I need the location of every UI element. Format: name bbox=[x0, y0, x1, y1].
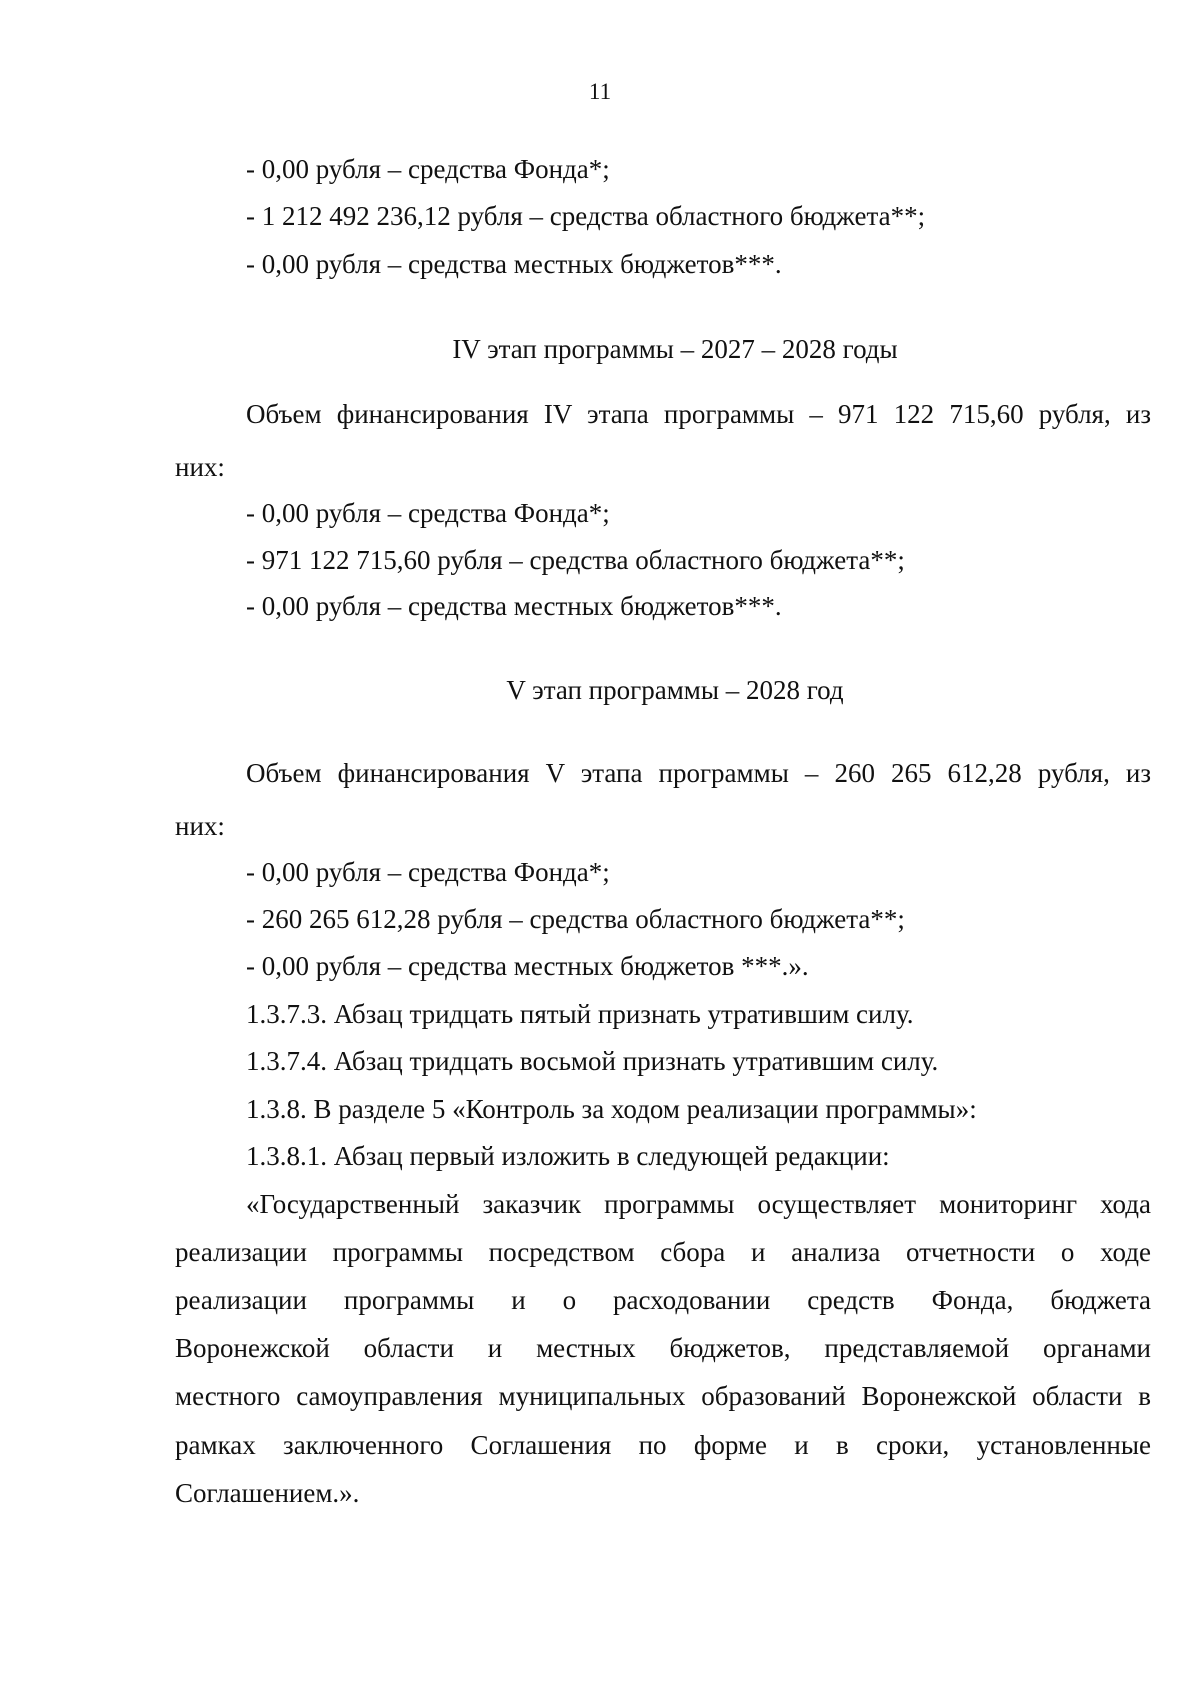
item-1-3-7-3: 1.3.7.3. Абзац тридцать пятый признать утратившим силу. bbox=[246, 999, 914, 1029]
stage3-local-line: - 0,00 рубля – средства местных бюджетов***. bbox=[246, 249, 782, 279]
stage5-volume: Объем финансирования V этапа программы – 260 265 612,28 рубля, из bbox=[246, 758, 1151, 788]
stage4-regional-line: - 971 122 715,60 рубля – средства областного бюджета**; bbox=[246, 545, 905, 575]
stage3-fund-line: - 0,00 рубля – средства Фонда*; bbox=[246, 154, 610, 184]
stage5-regional-line: - 260 265 612,28 рубля – средства областного бюджета**; bbox=[246, 904, 905, 934]
quote-line: рамках заключенного Соглашения по форме и в сроки, установленные bbox=[175, 1430, 1151, 1460]
quote-line: Соглашением.». bbox=[175, 1478, 360, 1508]
stage5-volume-cont: них: bbox=[175, 811, 225, 841]
stage4-fund-line: - 0,00 рубля – средства Фонда*; bbox=[246, 498, 610, 528]
item-1-3-7-4: 1.3.7.4. Абзац тридцать восьмой признать утратившим силу. bbox=[246, 1046, 939, 1076]
stage4-heading: IV этап программы – 2027 – 2028 годы bbox=[452, 334, 898, 364]
stage5-heading: V этап программы – 2028 год bbox=[506, 675, 844, 705]
stage3-regional-line: - 1 212 492 236,12 рубля – средства областного бюджета**; bbox=[246, 201, 926, 231]
quote-line: реализации программы и о расходовании средств Фонда, бюджета bbox=[175, 1285, 1151, 1315]
page-number: 11 bbox=[588, 79, 612, 104]
quote-line: местного самоуправления муниципальных образований Воронежской области в bbox=[175, 1381, 1151, 1411]
quote-line: реализации программы посредством сбора и анализа отчетности о ходе bbox=[175, 1237, 1151, 1267]
item-1-3-8-1: 1.3.8.1. Абзац первый изложить в следующей редакции: bbox=[246, 1141, 890, 1171]
stage4-volume: Объем финансирования IV этапа программы – 971 122 715,60 рубля, из bbox=[246, 399, 1151, 429]
item-1-3-8: 1.3.8. В разделе 5 «Контроль за ходом реализации программы»: bbox=[246, 1094, 977, 1124]
stage4-local-line: - 0,00 рубля – средства местных бюджетов***. bbox=[246, 591, 782, 621]
stage4-volume-cont: них: bbox=[175, 452, 225, 482]
stage5-fund-line: - 0,00 рубля – средства Фонда*; bbox=[246, 857, 610, 887]
stage5-local-line: - 0,00 рубля – средства местных бюджетов ***.». bbox=[246, 951, 809, 981]
quote-line: «Государственный заказчик программы осуществляет мониторинг хода bbox=[246, 1189, 1151, 1219]
quote-line: Воронежской области и местных бюджетов, представляемой органами bbox=[175, 1333, 1151, 1363]
